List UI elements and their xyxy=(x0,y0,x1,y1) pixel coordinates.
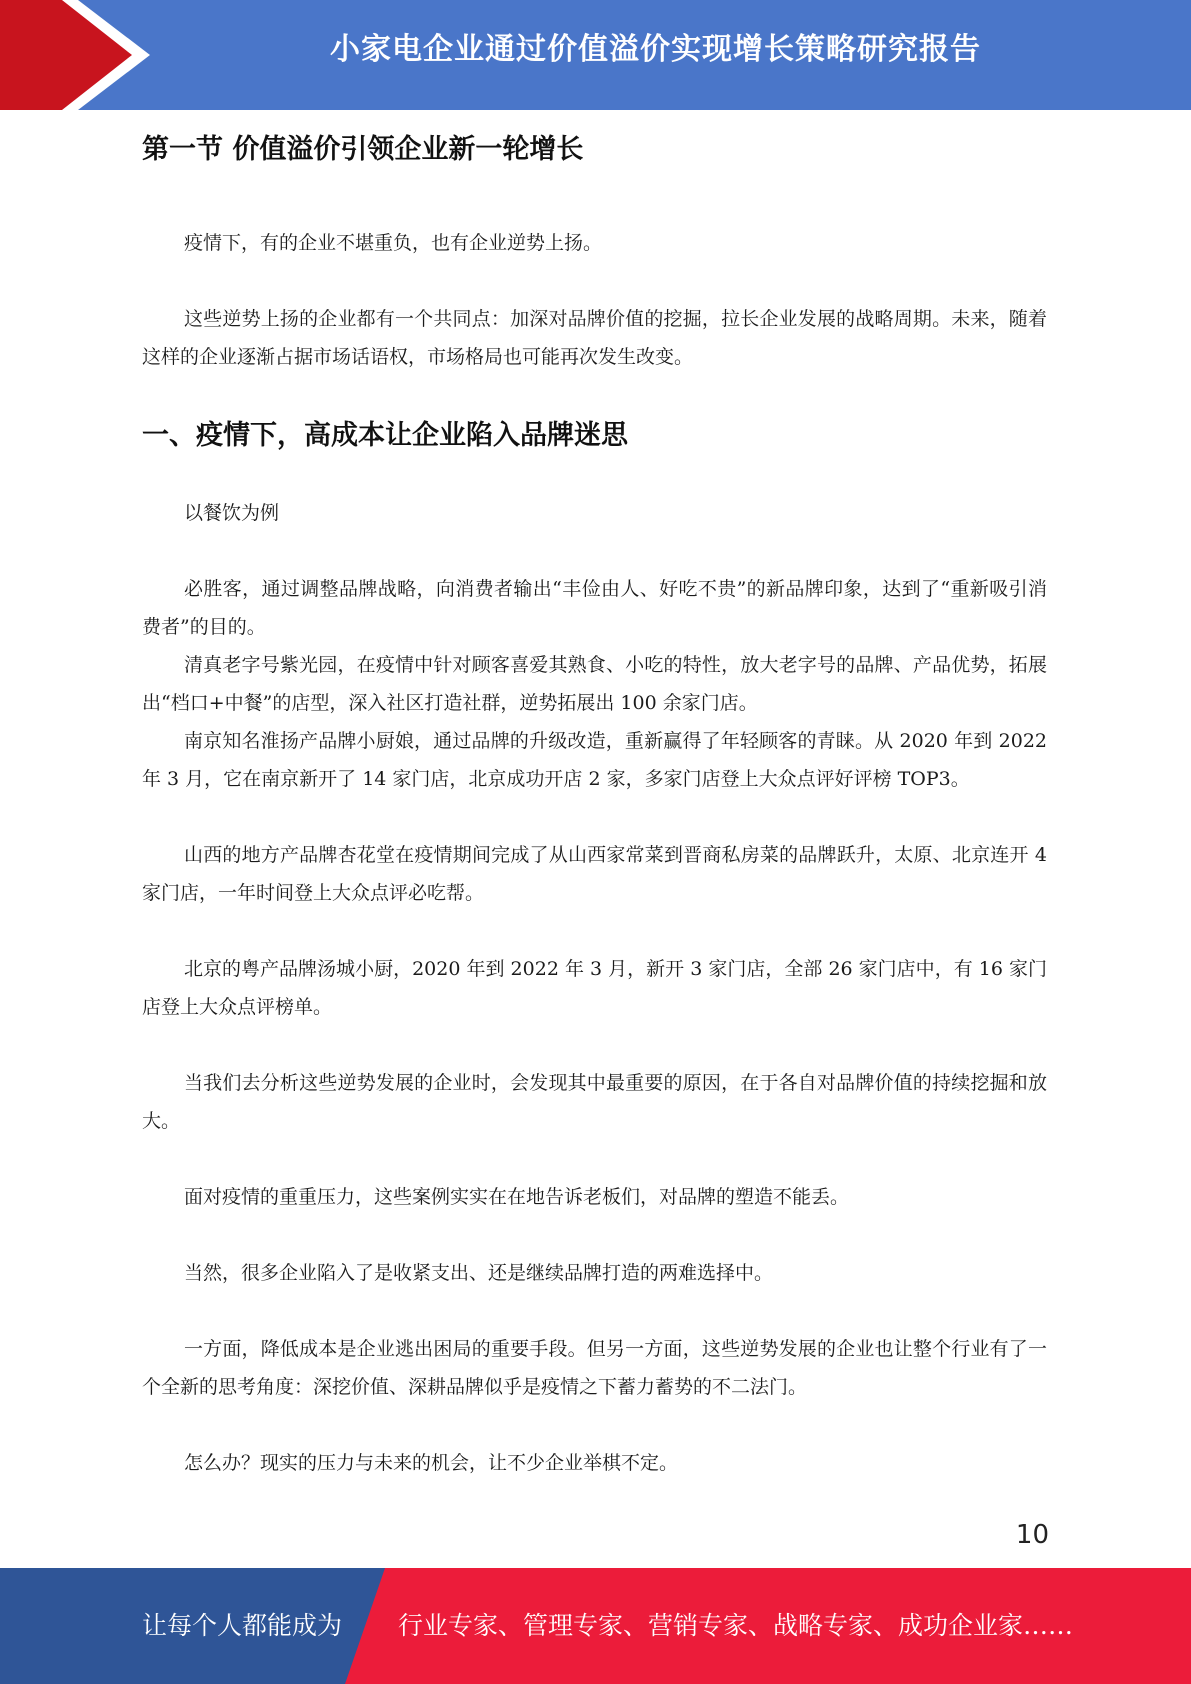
paragraph: 这些逆势上扬的企业都有一个共同点：加深对品牌价值的挖掘，拉长企业发展的战略周期。未来，随着这样的企业逐渐占据市场话语权，市场格局也可能再次发生改变。 xyxy=(142,308,1047,368)
page-number: 10 xyxy=(1015,1520,1049,1550)
paragraph: 怎么办？现实的压力与未来的机会，让不少企业举棋不定。 xyxy=(184,1452,679,1474)
paragraph: 必胜客，通过调整品牌战略，向消费者输出“丰俭由人、好吃不贵”的新品牌印象，达到了“重新吸引消费者”的目的。 xyxy=(142,578,1047,638)
subsection-title: 一、疫情下，高成本让企业陷入品牌迷思 xyxy=(142,420,628,451)
section-title: 第一节 价值溢价引领企业新一轮增长 xyxy=(142,134,584,165)
paragraph: 面对疫情的重重压力，这些案例实实在在地告诉老板们，对品牌的塑造不能丢。 xyxy=(184,1186,850,1208)
paragraph: 疫情下，有的企业不堪重负，也有企业逆势上扬。 xyxy=(184,232,603,254)
paragraph: 清真老字号紫光园，在疫情中针对顾客喜爱其熟食、小吃的特性，放大老字号的品牌、产品优势，拓展出“档口+中餐”的店型，深入社区打造社群，逆势拓展出 100 余家门店。 xyxy=(142,654,1047,714)
document-title: 小家电企业通过价值溢价实现增长策略研究报告 xyxy=(330,32,981,67)
paragraph: 当然，很多企业陷入了是收紧支出、还是继续品牌打造的两难选择中。 xyxy=(184,1262,774,1284)
paragraph: 当我们去分析这些逆势发展的企业时，会发现其中最重要的原因，在于各自对品牌价值的持续挖掘和放大。 xyxy=(142,1072,1047,1132)
page-content xyxy=(142,128,1047,1482)
paragraph: 南京知名淮扬产品牌小厨娘，通过品牌的升级改造，重新赢得了年轻顾客的青睐。从 2020 年到 2022 年 3 月，它在南京新开了 14 家门店，北京成功开店 2 家，多家门店登上大众点评好评榜 TOP3。 xyxy=(142,730,1047,790)
page-header xyxy=(0,0,1191,110)
paragraph: 以餐饮为例 xyxy=(184,502,280,524)
paragraph: 山西的地方产品牌杏花堂在疫情期间完成了从山西家常菜到晋商私房菜的品牌跃升，太原、北京连开 4 家门店，一年时间登上大众点评必吃帮。 xyxy=(142,844,1047,904)
footer-slogan-right: 行业专家、管理专家、营销专家、战略专家、成功企业家…… xyxy=(398,1611,1074,1640)
paragraph: 北京的粤产品牌汤城小厨，2020 年到 2022 年 3 月，新开 3 家门店，全部 26 家门店中，有 16 家门店登上大众点评榜单。 xyxy=(142,958,1047,1018)
paragraph: 一方面，降低成本是企业逃出困局的重要手段。但另一方面，这些逆势发展的企业也让整个行业有了一个全新的思考角度：深挖价值、深耕品牌似乎是疫情之下蓄力蓄势的不二法门。 xyxy=(142,1338,1047,1398)
page-footer xyxy=(0,1568,1191,1684)
footer-slogan-left: 让每个人都能成为 xyxy=(142,1611,343,1640)
